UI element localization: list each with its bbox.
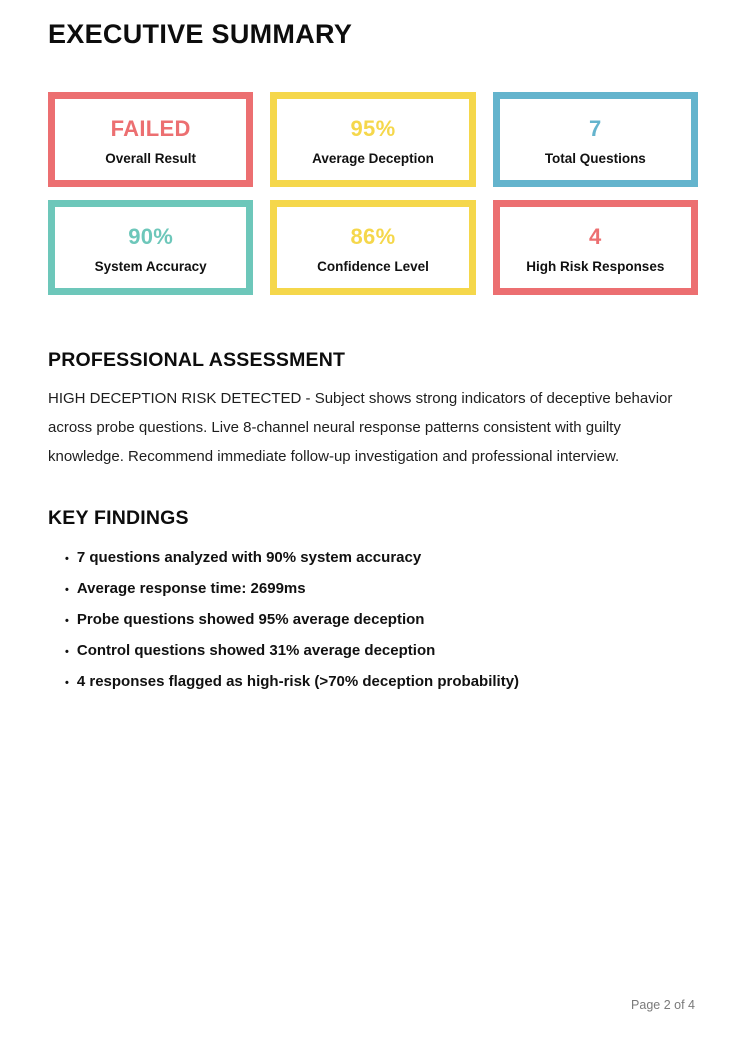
findings-heading: KEY FINDINGS (48, 507, 189, 529)
finding-text: Control questions showed 31% average deception (76, 642, 436, 659)
bullet-glyph: • (65, 646, 69, 658)
page-number: Page 2 of 4 (631, 998, 695, 1012)
finding-text: Average response time: 2699ms (76, 580, 306, 597)
metric-card-confidence-level (270, 200, 475, 295)
finding-item (65, 543, 695, 574)
metric-label: Average Deception (312, 150, 434, 166)
metric-card-high-risk-responses (493, 200, 698, 295)
bullet-glyph: • (65, 677, 69, 689)
metric-value: FAILED (110, 115, 191, 141)
bullet-glyph: • (65, 584, 69, 596)
metric-value: 7 (589, 115, 602, 141)
metric-label: Overall Result (105, 150, 197, 166)
metric-value: 4 (589, 223, 602, 249)
finding-text: 7 questions analyzed with 90% system accuracy (76, 549, 422, 566)
metric-cards-grid (48, 92, 698, 295)
bullet-glyph: • (65, 615, 69, 627)
metric-label: High Risk Responses (526, 258, 665, 274)
bullet-glyph: • (65, 553, 69, 565)
finding-item (65, 636, 695, 667)
finding-text: Probe questions showed 95% average deception (76, 611, 425, 628)
metric-card-average-deception (270, 92, 475, 187)
metric-card-total-questions (493, 92, 698, 187)
metric-value: 90% (128, 223, 174, 249)
finding-item (65, 574, 695, 605)
metric-card-system-accuracy (48, 200, 253, 295)
assessment-heading: PROFESSIONAL ASSESSMENT (48, 349, 346, 371)
findings-list (48, 543, 695, 698)
finding-text: 4 responses flagged as high-risk (>70% deception probability) (76, 673, 520, 690)
page-title: EXECUTIVE SUMMARY (48, 19, 353, 49)
metric-label: Confidence Level (317, 258, 429, 274)
metric-value: 95% (350, 115, 396, 141)
metric-label: Total Questions (544, 150, 646, 166)
metric-card-overall-result (48, 92, 253, 187)
assessment-body: HIGH DECEPTION RISK DETECTED - Subject shows strong indicators of deceptive behavior across probe questions. Live 8-channel neural response patterns consistent with guilty knowledge. Recommend immediate follow-up investigation and professional interview. (48, 390, 673, 465)
finding-item (65, 667, 695, 698)
finding-item (65, 605, 695, 636)
metric-label: System Accuracy (94, 258, 207, 274)
metric-value: 86% (350, 223, 396, 249)
